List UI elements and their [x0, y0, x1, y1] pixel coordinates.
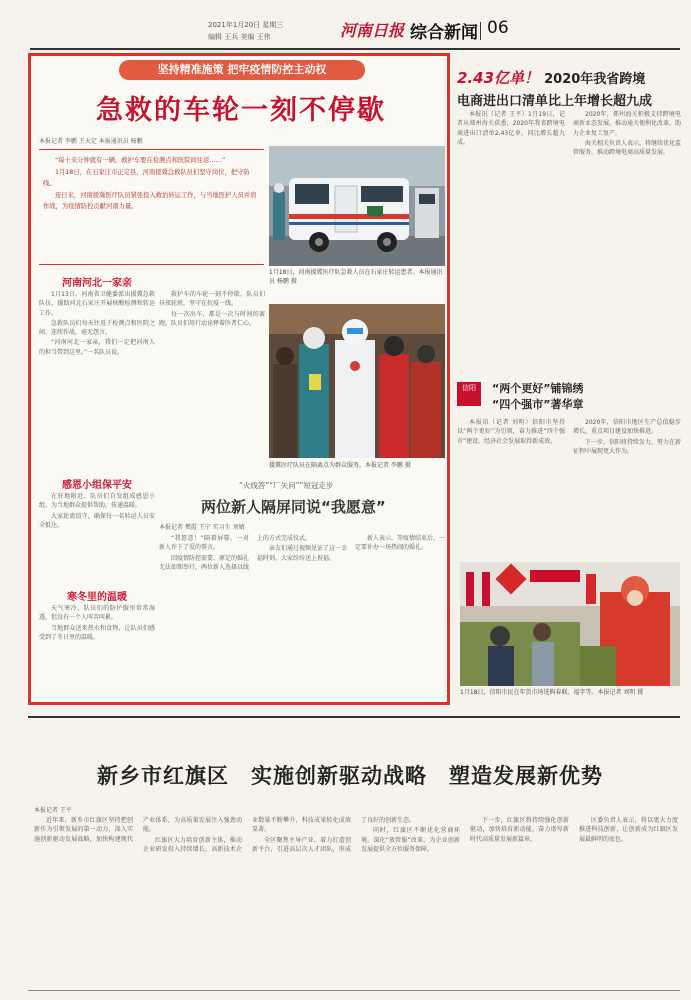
page-bottom-rule [28, 990, 680, 991]
masthead-date: 2021年1月20日 星期三 [208, 21, 284, 29]
medical-workers-photo-caption: 援冀医疗队员在隔离点为群众服务。本报记者 李鹏 摄 [269, 462, 411, 469]
headline-line-2: “四个强市”著华章 [492, 398, 584, 411]
sub-article-kicker: “火线答”“厂矢问”“短冠走步 [239, 481, 334, 490]
lead-paragraph: 1月18日，在石家庄市正定县，河南援冀急救队员们坚守岗位，把守防线。 [43, 169, 250, 187]
newspaper-logo: 河南日报 [340, 21, 405, 40]
sub-article-headline: 两位新人隔屏同说“我愿意” [201, 498, 386, 516]
paragraph: 区委负责人表示，将以更大力度推进科技创新，让创新成为红旗区发展最鲜明的底色。 [579, 817, 678, 843]
paragraph: 下一步，信阳将持续发力，努力在新征程中展现更大作为。 [573, 438, 681, 455]
paragraph: “我愿意！”隔着屏幕，一对新人许下了爱的誓言。 [159, 535, 249, 552]
paragraph: 海关相关负责人表示，将继续优化监管服务，推动跨境电商高质量发展。 [573, 139, 681, 157]
paragraph: 红旗区大力培育创新主体，推动企业研发投入持续增长，高新技术企业数量不断攀升，科技成果转化成效显著。 [143, 817, 351, 853]
section-title-2: 感恩小组保平安 [62, 480, 132, 491]
cross-border-ecommerce-headline [457, 67, 682, 109]
paragraph: 急救队员们每天往返于检测点和医院之间，连续作战，毫无怨言。 [39, 319, 155, 337]
section-2-text [39, 492, 155, 584]
paragraph: 亲友们通过视频见证了这一幸福时刻，大家纷纷送上祝福。 [257, 545, 348, 562]
paragraph: 当地群众送来热水和食物，让队员们感受到了冬日里的温暖。 [39, 624, 155, 641]
ambulance-image [269, 146, 445, 266]
lead-paragraph: 连日来，河南援冀医疗队员紧张投入救治转运工作，与当地医护人员并肩作战，为疫情防控贡献河南力量。 [43, 192, 257, 210]
paragraph: 在驻地附近，队员们自发组成感恩小组，为当地群众提供帮助，传递温暖。 [39, 493, 155, 510]
main-story [28, 53, 450, 705]
section-name: 综合新闻 [410, 23, 478, 43]
cross-border-ecommerce-text [457, 110, 681, 368]
story-byline: 本报记者 李鹏 王天定 本报通讯员 杨鹏 [39, 138, 143, 145]
masthead-divider [480, 22, 481, 40]
headline-text: 2020年我省跨境 [544, 72, 646, 87]
paragraph: 因疫情防控需要，原定的婚礼无法如期举行，两位新人选择以线上的方式完成仪式。 [159, 535, 312, 571]
paragraph: 每一次出车，都是一次与时间的赛跑，队员们用行动诠释着医者仁心。 [159, 310, 265, 327]
paragraph: 2020年，信阳市地区生产总值稳步增长，重点项目建设加快推进。 [573, 419, 681, 436]
story-headline: 急救的车轮一刻不停歇 [96, 95, 386, 126]
paragraph: 新人表示，等疫情结束后，一定要补办一场热闹的婚礼。 [355, 535, 445, 552]
region-label-xinyang: 信阳 [457, 382, 481, 406]
medical-workers-photo [269, 304, 445, 458]
middle-column-text [159, 290, 265, 460]
ambulance-photo [269, 146, 445, 266]
headline-line-2: 电商进出口清单比上年增长超九成 [457, 94, 653, 109]
section-title-1: 河南河北一家亲 [62, 278, 132, 289]
section-title-3: 寒冬里的温暖 [67, 592, 127, 603]
paragraph: “河南河北一家亲，我们一定把河南人的担当带到这里。”一名队员说。 [39, 339, 155, 356]
xinxiang-hongqi-text [34, 816, 678, 986]
xinyang-text [457, 418, 681, 558]
story-banner: 坚持精准施策 把牢疫情防控主动权 [119, 60, 365, 80]
xinxiang-hongqi-headline: 新乡市红旗区 实施创新驱动战略 塑造发展新优势 [97, 763, 603, 788]
sub-article-text [159, 534, 445, 700]
paragraph: 本报讯（记者 王平）1月19日，记者从郑州海关获悉，2020年我省跨境电商进出口清单2.43亿单，同比增长超九成。 [457, 111, 565, 146]
xinxiang-hongqi-byline: 本报记者 王平 [34, 807, 72, 814]
paragraph: 1月13日，河南省卫健委派出援冀急救队伍，援助河北石家庄开展核酸检测和转运工作。 [39, 291, 155, 317]
new-year-market-photo [460, 562, 680, 686]
medical-workers-image [269, 304, 445, 458]
paragraph: 近年来，新乡市红旗区坚持把创新作为引领发展的第一动力，深入实施创新驱动发展战略，加快构建现代产业体系，为高质量发展注入强劲动能。 [34, 817, 242, 843]
paragraph: 天气寒冷，队员们的防护服里常常湿透，但没有一个人叫苦叫累。 [39, 605, 155, 622]
paragraph: 下一步，红旗区将持续强化创新驱动，加快培育新动能，奋力谱写新时代高质量发展新篇章。 [470, 817, 569, 843]
page-number: 06 [487, 18, 509, 38]
section-3-text [39, 604, 155, 700]
paragraph: 同时，红旗区不断优化营商环境，深化“放管服”改革，为企业创新发展提供全方位服务保障。 [361, 827, 460, 853]
headline-line-1: “两个更好”铺锦绣 [492, 382, 584, 395]
section-1-text [39, 290, 155, 462]
paragraph: 全区聚焦主导产业，着力打造创新平台，引进高层次人才团队，形成了良好的创新生态。 [252, 817, 416, 853]
section-divider [28, 716, 680, 718]
new-year-market-image [460, 562, 680, 686]
paragraph: 救护车的车轮一刻不停歇，队员们昼夜轮班，坚守在抗疫一线。 [159, 291, 265, 308]
new-year-market-caption: 1月18日，信阳市民在年货市场选购春联、福字等。本报记者 刘明 摄 [460, 689, 644, 696]
paragraph: 本报讯（记者 刘明）信阳市坚持以“两个更好”为引领，奋力推进“四个强市”建设，经济社会发展取得新成效。 [457, 419, 565, 445]
xinyang-headline [492, 380, 583, 412]
paragraph: 2020年，郑州海关积极支持跨境电商新业态发展，推动通关便利化改革，助力企业复工复产。 [573, 111, 681, 137]
lead-paragraph: “每十来分钟就有一辆，救护车要在检测点和医院间往返……” [55, 157, 226, 164]
story-lead [39, 149, 264, 265]
paragraph: 大家轮流值守，确保每一名转运人员安全抵达。 [39, 512, 155, 529]
headline-number: 2.43亿单！ [457, 69, 540, 87]
masthead [30, 14, 680, 50]
ambulance-photo-caption: 1月18日，河南援冀医疗队急救人员在石家庄转运患者。本报通讯员 杨鹏 摄 [269, 269, 443, 285]
sub-article-byline: 本报记者 樊霞 王宁 实习生 刘婧 [159, 524, 245, 531]
masthead-staff: 编辑 王兵 美编 王伟 [208, 33, 271, 41]
